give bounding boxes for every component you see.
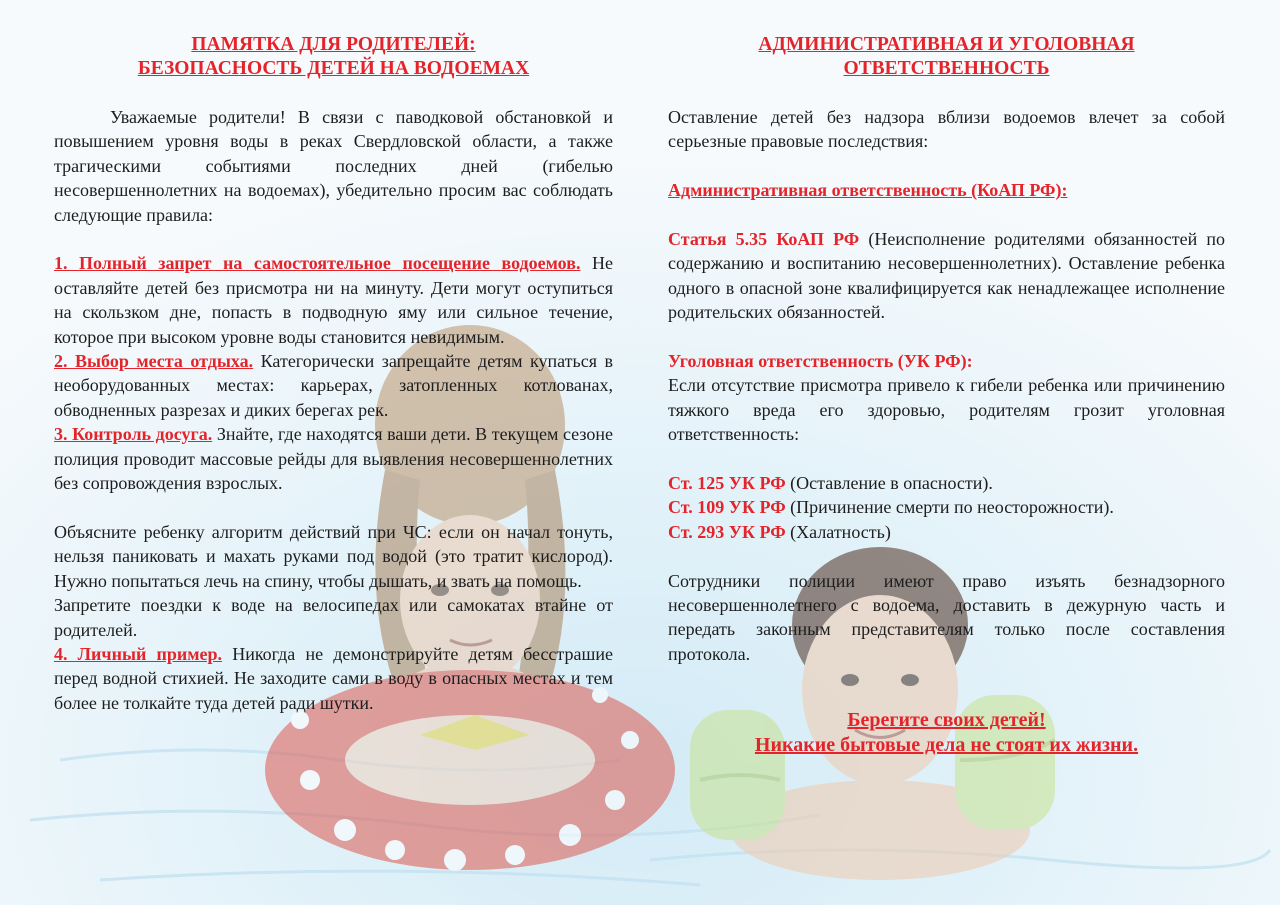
rule-3 [54,422,613,495]
rule-2-text: Категорически запрещайте детям купаться в необорудованных местах: карьерах, затопленных котлованах, обводненных разрезах и диких берегах рек. [54,351,613,420]
emergency-advice: Объясните ребенку алгоритм действий при ЧС: если он начал тонуть, нельзя паниковать и махать руками под водой (это тратит кислород). Нужно попытаться лечь на спину, чтобы дышать, и звать на помощь. [54,521,613,591]
rule-4-text: Никогда не демонстрируйте детям бесстрашие перед водной стихией. Не заходите сами в воду в опасных местах и тем более не толкайте туда детей ради шутки. [54,643,613,713]
criminal-article-item [668,495,1225,519]
rule-1 [54,251,613,349]
intro-paragraph: Уважаемые родители! В связи с паводковой обстановкой и повышением уровня воды в реках Свердловской области, а также трагическими событиями последних дней (гибелью несовершеннолетних на водоемах), убедительно просим вас соблюдать следующие правила: [54,107,613,225]
criminal-article-desc: (Оставление в опасности). [785,473,993,494]
forbid-trips: Запретите поездки к воде на велосипедах или самокатах втайне от родителей. [54,595,613,640]
criminal-article-desc: (Халатность) [785,521,891,542]
criminal-article-desc: (Причинение смерти по неосторожности). [785,497,1114,518]
left-title-line1: ПАМЯТКА ДЛЯ РОДИТЕЛЕЙ: [191,34,476,55]
rule-3-text: Знайте, где находятся ваши дети. В текущем сезоне полиция проводит массовые рейды для выявления несовершеннолетних без сопровождения взрослых. [54,424,614,494]
closing-line2: Никакие бытовые дела не стоят их жизни. [754,734,1139,757]
right-title-line1: АДМИНИСТРАТИВНАЯ И УГОЛОВНАЯ [758,34,1135,55]
right-title-line2: ОТВЕТСТВЕННОСТЬ [843,58,1050,79]
rule-4-heading: 4. Личный пример. [54,643,223,664]
criminal-article-item [668,520,1225,544]
right-title [668,33,1225,81]
right-column [668,33,1225,758]
left-title-line2: БЕЗОПАСНОСТЬ ДЕТЕЙ НА ВОДОЕМАХ [137,58,530,79]
liability-intro: Оставление детей без надзора вблизи водоемов влечет за собой серьезные правовые последствия: [668,107,1225,152]
rule-3-heading: 3. Контроль досуга. [54,424,213,445]
left-title [54,33,613,81]
article-5-35-text: (Неисполнение родителями обязанностей по содержанию и воспитанию несовершеннолетних). Оставление ребенка одного в опасной зоне квалифицируется как ненадлежащее исполнение родительских обязанностей. [668,229,1226,323]
rule-1-heading: 1. Полный запрет на самостоятельное посещение водоемов. [54,253,581,274]
rule-4 [54,642,613,715]
criminal-article-item [668,471,1225,495]
left-column [54,33,613,715]
police-rights-text: Сотрудники полиции имеют право изъять безнадзорного несовершеннолетнего с водоема, доставить в дежурную часть и передать законным представителям только после составления протокола. [668,570,1225,664]
closing-line1: Берегите своих детей! [847,709,1046,732]
criminal-liability-text: Если отсутствие присмотра привело к гибели ребенка или причинению тяжкого вреда его здоровью, родителям грозит уголовная ответственность: [668,375,1225,445]
article-5-35-heading: Статья 5.35 КоАП РФ [668,229,860,249]
criminal-liability-heading: Уголовная ответственность (УК РФ): [668,351,973,372]
rule-1-text: Не оставляйте детей без присмотра ни на минуту. Дети могут оступиться на скользком дне, попасть в подводную яму или сильное течение, которое при высоком уровне воды становится невидимым. [54,253,613,347]
criminal-article-code: Ст. 125 УК РФ [668,473,786,494]
closing-message [668,708,1225,758]
criminal-article-code: Ст. 109 УК РФ [668,497,786,518]
article-5-35 [668,227,1225,325]
criminal-article-code: Ст. 293 УК РФ [668,521,786,542]
rule-2-heading: 2. Выбор места отдыха. [54,351,254,372]
rule-2 [54,349,613,422]
admin-liability-heading: Административная ответственность (КоАП РФ): [668,180,1068,201]
